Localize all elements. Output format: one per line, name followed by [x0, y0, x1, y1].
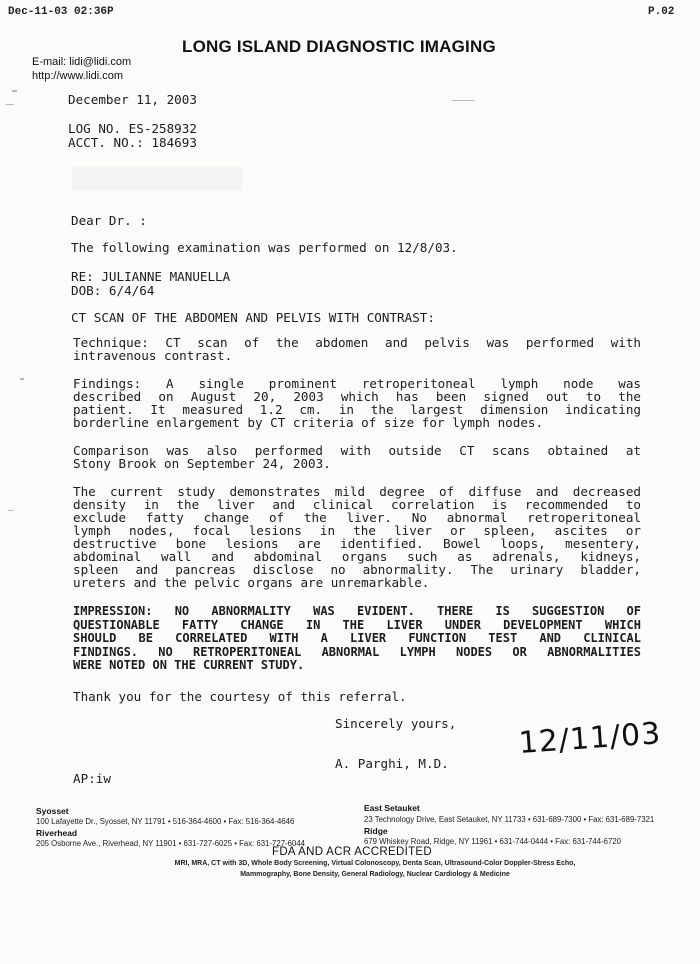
signer-name: A. Parghi, M.D. [335, 756, 449, 771]
services-list: Mammography, Bone Density, General Radiology, Nuclear Cardiology & Medicine [240, 871, 510, 878]
current-study-line: The current study demonstrates mild degree of diffuse and decreased [73, 484, 641, 499]
scan-speck [20, 378, 24, 380]
comparison-line: Stony Brook on September 24, 2003. [73, 456, 331, 471]
findings-line: borderline enlargement by CT criteria of size for lymph nodes. [73, 415, 544, 430]
current-study-line: lymph nodes, focal lesions in the liver or spleen, ascites or [73, 523, 641, 538]
impression-line: FINDINGS. NO RETROPERITONEAL ABNORMAL LYMPH NODES OR ABNORMALITIES [73, 644, 641, 659]
footer-location-address: 205 Osborne Ave., Riverhead, NY 11901 • 631-727-6025 • Fax: 631-727-6044 [36, 839, 306, 848]
fax-page-number: P.02 [648, 6, 675, 18]
impression-line: WERE NOTED ON THE CURRENT STUDY. [73, 658, 305, 672]
comparison-paragraph [73, 444, 641, 470]
scan-speck [452, 100, 474, 101]
letterhead-email: E-mail: lidi@lidi.com [32, 56, 132, 68]
footer-location-name: Riverhead [36, 828, 78, 838]
findings-line: patient. It measured 1.2 cm. in the largest dimension indicating [73, 402, 641, 417]
current-study-line: ureters and the pelvic organs are unremarkable. [73, 575, 430, 590]
footer-location-name: Ridge [364, 826, 388, 836]
footer-location-name: Syosset [36, 806, 69, 816]
services-list: MRI, MRA, CT with 3D, Whole Body Screening, Virtual Colonoscopy, Denta Scan, Ultrasound-Color Doppler-Stress Echo, [174, 860, 576, 867]
letter-date: December 11, 2003 [68, 92, 197, 107]
salutation: Dear Dr. : [71, 213, 147, 228]
footer-location-address: 679 Whiskey Road, Ridge, NY 11961 • 631-744-0444 • Fax: 631-744-6720 [364, 837, 622, 846]
technique-line: Technique: CT scan of the abdomen and pelvis was performed with [73, 335, 641, 350]
current-study-line: exclude fatty change of the liver. No abnormal retroperitoneal [73, 510, 641, 525]
impression-line: SHOULD BE CORRELATED WITH A LIVER FUNCTION TEST AND CLINICAL [73, 631, 641, 645]
scan-speck [6, 104, 14, 105]
current-study-line: abdominal wall and abdominal organs such as adrenals, kidneys, [73, 549, 641, 564]
impression-line: QUESTIONABLE FATTY CHANGE IN THE LIVER UNDER DEVELOPMENT WHICH [73, 617, 641, 632]
comparison-line: Comparison was also performed with outside CT scans obtained at [73, 443, 641, 458]
technique-paragraph [73, 336, 641, 362]
letterhead-title: LONG ISLAND DIAGNOSTIC IMAGING [182, 37, 496, 56]
footer-location-address: 23 Technology Drive, East Setauket, NY 11733 • 631-689-7300 • Fax: 631-689-7321 [364, 815, 655, 824]
log-number: LOG NO. ES-258932 [68, 121, 197, 136]
handwritten-date: 12/11/03 [517, 716, 663, 761]
technique-line: intravenous contrast. [73, 348, 233, 363]
intro-line: The following examination was performed on 12/8/03. [71, 240, 458, 255]
scan-speck [8, 510, 14, 511]
scan-speck [12, 90, 17, 92]
impression-line: IMPRESSION: NO ABNORMALITY WAS EVIDENT. THERE IS SUGGESTION OF [73, 604, 641, 618]
letterhead-website: http://www.lidi.com [32, 70, 124, 82]
closing: Sincerely yours, [335, 716, 457, 731]
redacted-address [72, 167, 242, 191]
findings-line: described on August 20, 2003 which has been signed out to the [73, 389, 641, 404]
exam-title: CT SCAN OF THE ABDOMEN AND PELVIS WITH CONTRAST: [71, 310, 435, 325]
current-study-line: destructive bone lesions are identified. Bowel loops, mesentery, [73, 536, 641, 551]
patient-name: RE: JULIANNE MANUELLA [71, 269, 231, 284]
current-study-line: density in the liver and clinical correlation is recommended to [73, 497, 641, 512]
current-study-paragraph [73, 485, 641, 589]
typist-initials: AP:iw [73, 771, 111, 786]
patient-dob: DOB: 6/4/64 [71, 283, 155, 298]
current-study-line: spleen and pancreas disclose no abnormality. The urinary bladder, [73, 562, 641, 577]
fax-timestamp: Dec-11-03 02:36P [8, 6, 114, 18]
accreditation: FDA AND ACR ACCREDITED [272, 846, 432, 858]
impression-paragraph [73, 605, 641, 673]
account-number: ACCT. NO.: 184693 [68, 135, 197, 150]
findings-line: Findings: A single prominent retroperitoneal lymph node was [73, 376, 641, 391]
footer-location-address: 100 Lafayette Dr., Syosset, NY 11791 • 516-364-4600 • Fax: 516-364-4646 [36, 817, 295, 826]
findings-paragraph [73, 377, 641, 429]
thanks-line: Thank you for the courtesy of this referral. [73, 689, 407, 704]
footer-location-name: East Setauket [364, 803, 420, 813]
